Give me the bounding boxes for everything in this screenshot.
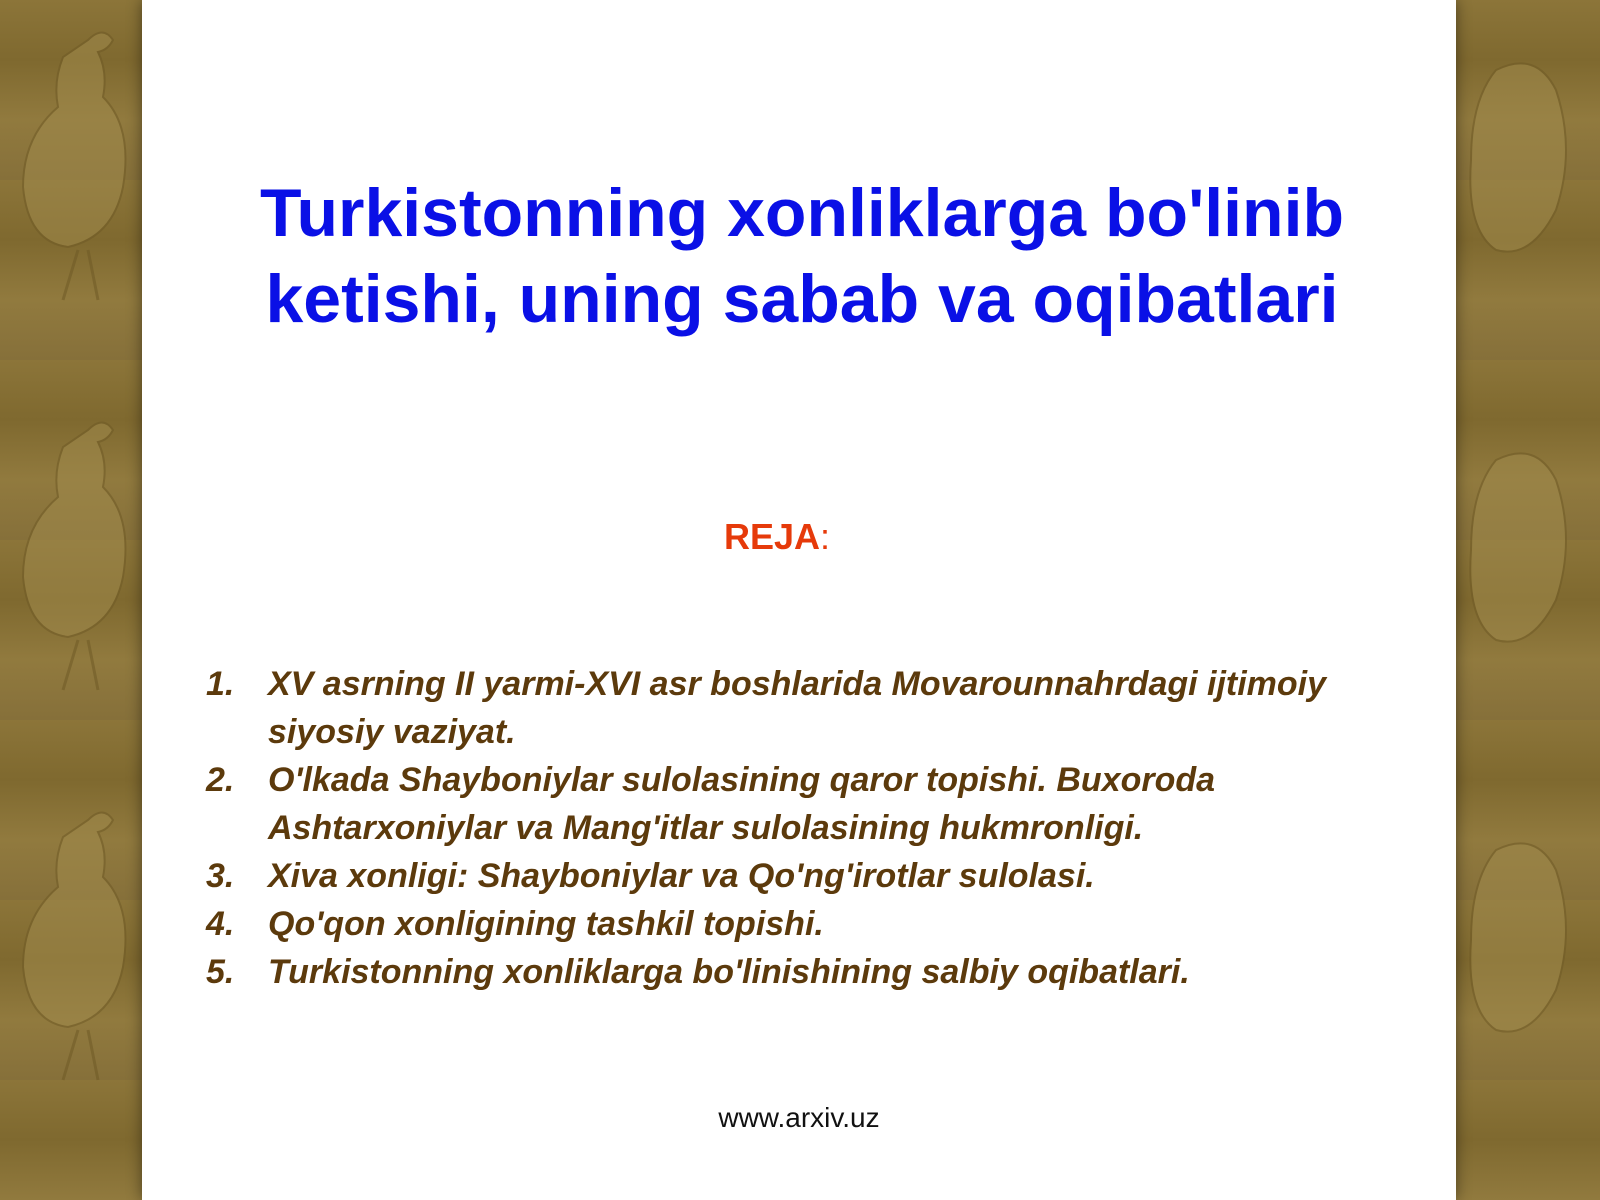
slide-title: Turkistonning xonliklarga bo'linib ketishi, uning sabab va oqibatlari	[259, 175, 1345, 337]
left-decorative-border	[0, 0, 142, 1200]
plan-item	[206, 756, 1426, 852]
plan-item-text: XV asrning II yarmi-XVI asr boshlarida Movarounnahrdagi ijtimoiy siyosiy vaziyat.	[268, 665, 1327, 751]
plan-item	[206, 852, 1426, 900]
plan-item-number: 2.	[206, 761, 235, 799]
slide-page	[142, 0, 1456, 1200]
rooster-embossed-icon	[18, 410, 128, 710]
footer-link[interactable]: www.arxiv.uz	[718, 1102, 880, 1133]
rooster-embossed-icon	[1466, 420, 1576, 720]
plan-heading-colon: :	[820, 516, 831, 557]
plan-item-number: 4.	[206, 905, 235, 943]
plan-item	[206, 900, 1426, 948]
rooster-embossed-icon	[1466, 810, 1576, 1110]
plan-item	[206, 948, 1426, 996]
rooster-embossed-icon	[18, 800, 128, 1100]
right-decorative-border	[1456, 0, 1600, 1200]
rooster-embossed-icon	[1466, 30, 1576, 330]
plan-item-number: 3.	[206, 857, 235, 895]
plan-item	[206, 660, 1426, 756]
plan-item-text: O'lkada Shayboniylar sulolasining qaror topishi. Buxoroda Ashtarxoniylar va Mang'itlar sulolasining hukmronligi.	[268, 761, 1216, 847]
plan-heading	[142, 516, 1412, 558]
plan-item-number: 1.	[206, 665, 235, 703]
plan-item-text: Turkistonning xonliklarga bo'linishining salbiy oqibatlari.	[268, 953, 1190, 991]
plan-heading-label: REJA	[723, 516, 820, 557]
rooster-embossed-icon	[18, 20, 128, 320]
plan-item-text: Qo'qon xonligining tashkil topishi.	[268, 905, 824, 943]
plan-list	[206, 660, 1426, 996]
plan-item-text: Xiva xonligi: Shayboniylar va Qo'ng'irotlar sulolasi.	[268, 857, 1095, 895]
plan-item-number: 5.	[206, 953, 235, 991]
